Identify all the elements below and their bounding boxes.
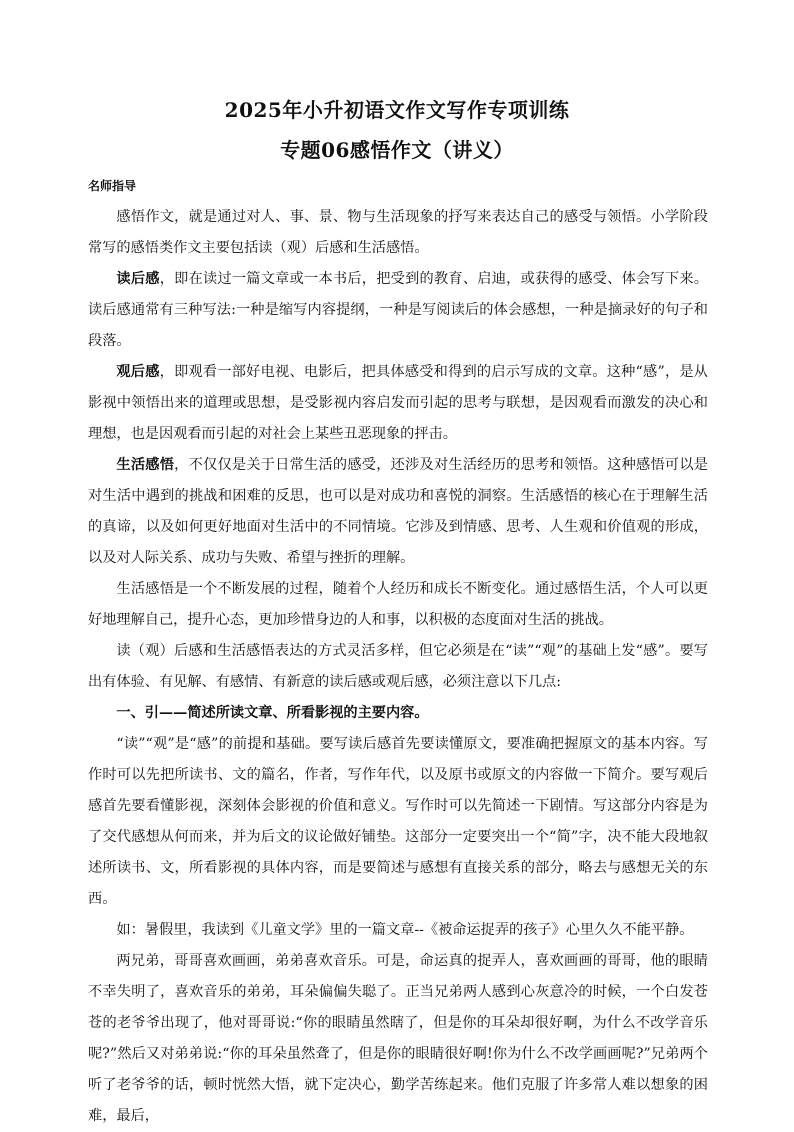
paragraph-lead: 生活感悟 bbox=[116, 457, 175, 473]
section-label: 名师指导 bbox=[88, 179, 137, 193]
paragraph: 感悟作文，就是通过对人、事、景、物与生活现象的抒写来表达自己的感受与领悟。小学阶段常写的感悟类作文主要包括读（观）后感和生活感悟。 bbox=[88, 209, 708, 256]
paragraph: “读”“观”是“感”的前提和基础。要写读后感首先要读懂原文，要准确把握原文的基本内容。写作时可以先把所读书、文的篇名，作者，写作年代，以及原书或原文的内容做一下简介。要写观后感首先要看懂影视，深刻体会影视的价值和意义。写作时可以先简述一下剧情。写这部分内容是为了交代感想从何而来，并为后文的议论做好铺垫。这部分一定要突出一个“简”字，决不能大段地叙述所读书、文，所看影视的具体内容，而是要简述与感想有直接关系的部分，略去与感想无关的东西。 bbox=[88, 736, 708, 907]
paragraph-lead: 观后感 bbox=[116, 364, 160, 380]
paragraph: 读（观）后感和生活感悟表达的方式灵活多样，但它必须是在“读”“观”的基础上发“感”。要写出有体验、有见解、有感情、有新意的读后感或观后感，必须注意以下几点: bbox=[88, 643, 708, 690]
document-body bbox=[88, 202, 708, 1132]
paragraph: 读后感，即在读过一篇文章或一本书后，把受到的教育、启迪，或获得的感受、体会写下来。读后感通常有三种写法:一种是缩写内容提纲，一种是写阅读后的体会感想，一种是摘录好的句子和段落。 bbox=[88, 271, 708, 349]
paragraph: 两兄弟，哥哥喜欢画画，弟弟喜欢音乐。可是，命运真的捉弄人，喜欢画画的哥哥，他的眼睛不幸失明了，喜欢音乐的弟弟，耳朵偏偏失聪了。正当兄弟两人感到心灰意冷的时候，一个白发苍苍的老爷爷出现了，他对哥哥说:“你的眼睛虽然瞎了，但是你的耳朵却很好啊，为什么不改学音乐呢?”然后又对弟弟说:“你的耳朵虽然聋了，但是你的眼睛很好啊!你为什么不改学画画呢?”兄弟两个听了老爷爷的话，顿时恍然大悟，就下定决心，勤学苦练起来。他们克服了许多常人难以想象的困难，最后， bbox=[88, 953, 708, 1124]
paragraph-lead: 读后感 bbox=[116, 271, 160, 287]
paragraph: 生活感悟是一个不断发展的过程，随着个人经历和成长不断变化。通过感悟生活，个人可以更好地理解自己，提升心态，更加珍惜身边的人和事，以积极的态度面对生活的挑战。 bbox=[88, 581, 708, 628]
paragraph: 如：暑假里，我读到《儿童文学》里的一篇文章--《被命运捉弄的孩子》心里久久不能平静。 bbox=[116, 922, 694, 938]
document-subtitle: 专题06感悟作文（讲义） bbox=[280, 138, 514, 162]
paragraph: 生活感悟，不仅仅是关于日常生活的感受，还涉及对生活经历的思考和领悟。这种感悟可以是对生活中遇到的挑战和困难的反思，也可以是对成功和喜悦的洞察。生活感悟的核心在于理解生活的真谛，以及如何更好地面对生活中的不同情境。它涉及到情感、思考、人生观和价值观的形成，以及对人际关系、成功与失败、希望与挫折的理解。 bbox=[88, 457, 708, 566]
document-title: 2025年小升初语文作文写作专项训练 bbox=[224, 98, 570, 122]
paragraph: 观后感，即观看一部好电视、电影后，把具体感受和得到的启示写成的文章。这种“感”，是从影视中领悟出来的道理或思想，是受影视内容启发而引起的思考与联想，是因观看而激发的决心和理想，也是因观看而引起的对社会上某些丑恶现象的抨击。 bbox=[88, 364, 708, 442]
subheading: 一、引——简述所读文章、所看影视的主要内容。 bbox=[116, 705, 429, 721]
